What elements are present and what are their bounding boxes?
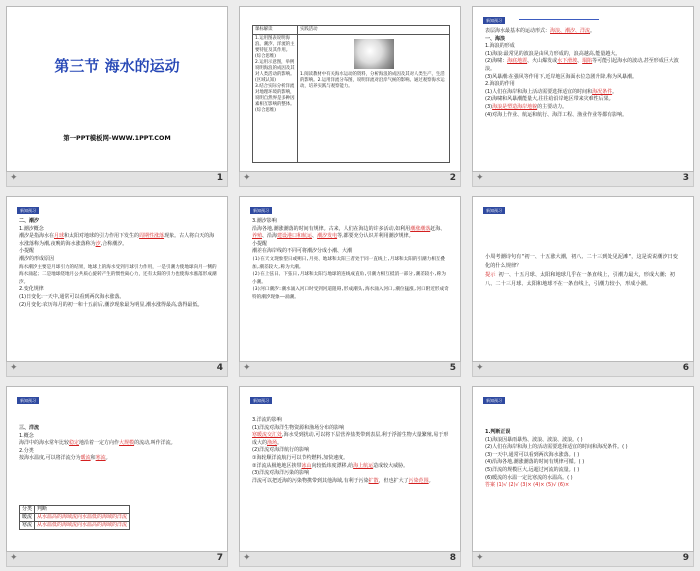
slide-thumb-1[interactable] — [6, 6, 228, 187]
subtitle: 第一PPT模板网-WWW.1PPT.COM — [63, 134, 171, 142]
slide-number: 8 — [449, 553, 456, 563]
star-icon: ✦ — [243, 363, 251, 373]
table-head: 实践活动 — [298, 26, 450, 35]
star-icon: ✦ — [10, 363, 18, 373]
table-cell — [298, 35, 450, 163]
slide-footer — [239, 172, 461, 187]
slide-thumb-5[interactable] — [239, 196, 461, 377]
slide-body: 3.洋流的影响 (1)洋流对海洋生物资源和渔场分布的影响 寒暖流交汇处,海水受到扰动,可以将下层营养盐类带到表层,利于浮游生物大量繁殖,易于形成大的渔场。 (2)洋流对海洋航行的影响 ①海轮顺洋流航行可以节约燃料,加快速度。 ②洋流从极地地区挟带冰山向较低纬度漂移,给海上航运造成较大威胁。 (3)洋流对海洋污染的影响 洋流可以把近海的污染物携带到其他海域,有利于污染扩散，但也扩大了污染范围。 — [252, 417, 449, 484]
slide-body: 三、洋流 1.概念 海洋中的海水常年比较稳定地沿着一定方向作大规模的流动,叫作洋流。 2.分类 按海水温度,可以将洋流分为暖流和寒流。 — [19, 425, 176, 462]
current-type-table — [19, 505, 130, 530]
slide-footer — [472, 172, 694, 187]
slide-number: 2 — [449, 173, 456, 183]
slide-body: 3.潮汐影响 沿海各地,潮涨潮落的时间有规律。古来，人们在海边的许多活动,如利用潮涨潮落赶海、养殖、沿海建设港口和航运、潮汐发电等,都要充分认识并利用潮汐规律。 小提醒 潮差在海岸线的不同可将潮汐分成小潮、大潮 (1)在天文现象望日或朔日,月亮、地球和太阳三者处于同一直线上,月球和太阳的引潮力相互叠加,潮差较大,称为大潮。 (2)在上弦日、下弦日,月球和太阳与地球的连线成直角,引潮力相互抵消一部分,潮差较小,称为小潮。 (3)河口潮汐:潮水涌入河口时受到河道阻碍,形成潮头,海水涌入河口,潮位猛涨,河口附近形成奇特的潮汐现象——涌潮。 — [252, 218, 449, 300]
table-cell: 从水温低的海域流向水温高的海域的洋流 — [35, 522, 130, 530]
slide-footer — [472, 552, 694, 567]
slide-thumb-8[interactable] — [239, 386, 461, 567]
slide-number: 1 — [216, 173, 223, 183]
slide-thumb-2[interactable] — [239, 6, 461, 187]
table-cell-text: 1.阅读教材中有关海水运动的资料，分析海浪的成因及其对人类生产、生活的影响。2.运用洋流分布图，说明洋流对沿岸气候的影响。通过观察海水运动，培养实践与观察能力。 — [300, 72, 445, 89]
slide-canvas — [6, 386, 228, 552]
globe-photo-icon — [354, 39, 394, 69]
slide-number: 7 — [216, 553, 223, 563]
table-cell: 从水温高的海域流向水温低的海域的洋流 — [35, 514, 130, 522]
slide-body: 二、潮汐 1.潮汐概念 潮汐是指海水在月球和太阳对地球的引力作用下发生的周期性涨落现象。古人将白天的海水涨落称为潮,夜晚的海水涨落称为汐,合称潮汐。 小提醒 潮汐的形成原因 海水潮汐主要是月球引力的结果，地球上的海水受到月球引力作用，一是引潮力使地球向月一侧的海水涌起；二是地球绕地月公共质心旋转产生的惯性离心力，还有太阳的引力也使海水涨落形成潮汐。 2.变化规律 (1)日变化:一天中,通常可以看到两次海水涨落。 (2)月变化:农历每月的初一和十五前后,潮汐现象最为明显,潮水涨得最高,落得最低。 — [19, 218, 217, 308]
star-icon: ✦ — [10, 553, 18, 563]
slide-number: 4 — [216, 363, 223, 373]
slide-canvas — [6, 196, 228, 362]
slide-number: 9 — [682, 553, 689, 563]
tag-badge: 新知预习 — [483, 207, 505, 214]
slide-canvas — [239, 196, 461, 362]
slide-footer — [6, 172, 228, 187]
goals-table — [252, 25, 450, 163]
star-icon: ✦ — [476, 553, 484, 563]
tag-badge: 新知预习 — [250, 207, 272, 214]
star-icon: ✦ — [243, 553, 251, 563]
slide-footer — [239, 362, 461, 377]
page-title: 第三节 海水的运动 — [54, 57, 180, 75]
slide-number: 3 — [682, 173, 689, 183]
slide-thumb-7[interactable] — [6, 386, 228, 567]
star-icon: ✦ — [476, 173, 484, 183]
slide-thumb-3[interactable] — [472, 6, 694, 187]
slide-thumb-6[interactable] — [472, 196, 694, 377]
tag-badge: 新知预习 — [483, 17, 505, 24]
table-cell: 1.运用图表说明海浪、潮汐、洋流的主要特征及其作用。(综合思维) 2.运用示意图，举例说明海浪的成因及其对人类活动的影响。(区域认知) 3.结合实际分析洋流对地理环境的影响，说明自然界是多种因素相互影响的整体。(综合思维) — [253, 35, 298, 163]
tag-badge: 新知预习 — [250, 397, 272, 404]
tag-badge: 新知预习 — [17, 207, 39, 214]
tag-badge: 新知预习 — [17, 397, 39, 404]
slide-footer — [6, 362, 228, 377]
slide-footer — [239, 552, 461, 567]
slide-canvas — [6, 6, 228, 172]
slide-canvas — [239, 386, 461, 552]
slide-number: 5 — [449, 363, 456, 373]
title-underline — [519, 19, 599, 20]
slide-canvas — [239, 6, 461, 172]
table-head: 判断 — [35, 506, 130, 514]
star-icon: ✦ — [243, 173, 251, 183]
slide-canvas — [472, 6, 694, 172]
slide-footer — [472, 362, 694, 377]
slide-body: 小周考潮诗句有"初一、十五涨大潮，初八、二十三到处见泥滩"，这是说说潮汐日变化的什么规律？ 提示 初一、十五月球、太阳和地球几乎在一条直线上，引潮力最大，形成大潮；初八、二十三月球、太阳和地球不在一条直线上，引潮力较小，形成小潮。 — [485, 254, 678, 287]
star-icon: ✦ — [10, 173, 18, 183]
slide-thumb-9[interactable] — [472, 386, 694, 567]
slide-canvas — [472, 196, 694, 362]
star-icon: ✦ — [476, 363, 484, 373]
slide-body: 表层海水最基本的运动形式：海浪、潮汐、洋流。 一、海浪 1.海浪的形成 (1)海浪:最常见的波浪是由风力形成的，浪高越高,能量越大。 (2)海啸：海底地震、火山爆发或水下滑坡、塌陷等可能引起海水的波动,甚至形成巨大波浪。 (3)风暴潮:在强风等作用下,近岸地区海面水位急剧升降,称为风暴潮。 2.海浪的作用 (1)人们在海岸和海上活动需要选择适宜的时间和海况条件。 (2)海啸和风暴潮能量大,往往给沿岸地区带来灾难性后果。 (3)海浪是塑造海岸地貌的主要动力。 (4)对海上作业、航运和航行、海洋工程、渔业作业等都有影响。 — [485, 28, 679, 118]
table-head: 课标解读 — [253, 26, 298, 35]
slide-body: 1.判断正误 (1)海浪因暴雨暴热、波浪、波浪、波浪。( ) (2)人们在海岸和海上的活动需要选择适宜的时间和海况条件。( ) (3)一天中,通常可以看到两次海水涨落。( ) (4)沿海各地,潮涨潮落的时间有规律可循。( ) (5)洋流的规模巨大,远超过河流的流量。( ) (6)暖流的水温一定比寒流的水温高。( ) 答案 (1)√ (2)√ (3)× (4)× (5)√ (6)× — [485, 429, 628, 489]
tag-badge: 新知预习 — [483, 397, 505, 404]
table-cell: 暖流 — [20, 514, 35, 522]
table-head: 分类 — [20, 506, 35, 514]
slide-thumb-4[interactable] — [6, 196, 228, 377]
table-cell: 寒流 — [20, 522, 35, 530]
slide-footer — [6, 552, 228, 567]
slide-number: 6 — [682, 363, 689, 373]
slide-canvas — [472, 386, 694, 552]
